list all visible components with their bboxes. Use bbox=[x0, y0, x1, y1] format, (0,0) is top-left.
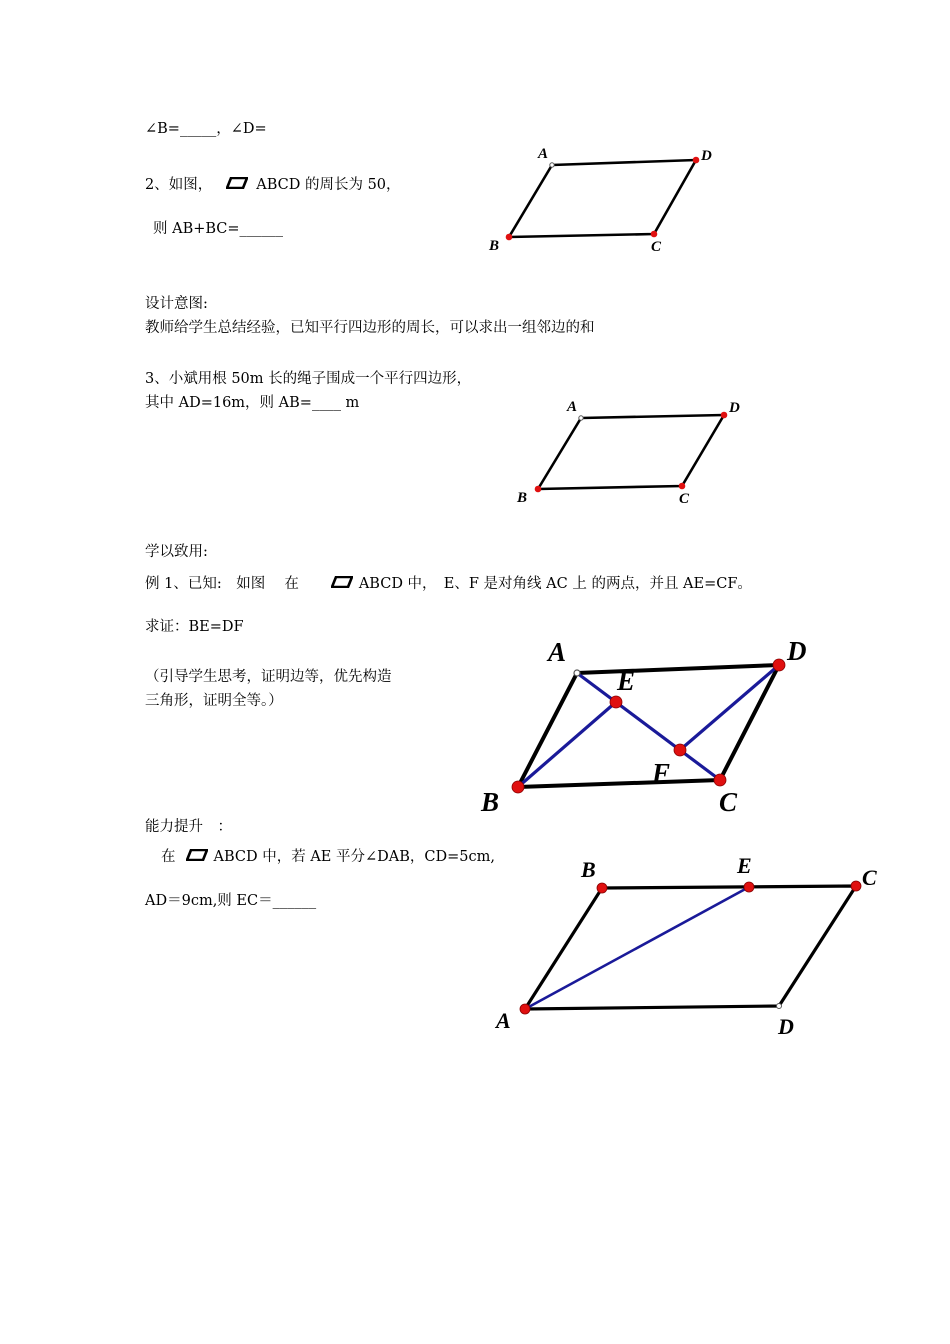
fig2-label-a: A bbox=[567, 399, 578, 415]
fig1-label-c: C bbox=[651, 239, 662, 255]
apply-heading: 学以致用: bbox=[145, 544, 208, 560]
fig1-label-a: A bbox=[538, 146, 549, 162]
q2-prefix: 2、如图， bbox=[145, 177, 213, 193]
ability-body: ABCD 中，若 AE 平分∠DAB，CD=5cm, bbox=[213, 849, 495, 865]
fig3-label-e: E bbox=[617, 666, 636, 696]
fig4-label-b: B bbox=[581, 857, 596, 882]
q3-line1: 3、小斌用根 50m 长的绳子围成一个平行四边形， bbox=[145, 371, 472, 387]
fig4-parallelogram bbox=[525, 886, 856, 1009]
fig4-label-d: D bbox=[778, 1014, 794, 1039]
fig4-point-a bbox=[520, 1004, 530, 1014]
q2-body: ABCD 的周长为 50， bbox=[256, 177, 401, 193]
fig3-label-d: D bbox=[787, 636, 807, 666]
example-body: ABCD 中， E、F 是对角线 AC 上 的两点，并且 AE=CF。 bbox=[358, 576, 752, 592]
fig4-label-c: C bbox=[862, 865, 877, 890]
fig4-label-a: A bbox=[496, 1008, 511, 1033]
fig3-label-a: A bbox=[548, 637, 567, 667]
design-heading: 设计意图: bbox=[145, 296, 208, 312]
fig4-bisector-ae bbox=[525, 887, 749, 1009]
prove-statement: 求证：BE=DF bbox=[145, 619, 244, 635]
fig4-point-b bbox=[597, 883, 607, 893]
fig2-label-c: C bbox=[679, 491, 690, 507]
fig3-label-c: C bbox=[719, 787, 738, 817]
ability-line2: AD＝9cm,则 EC＝______ bbox=[145, 893, 317, 909]
fig4-point-e bbox=[744, 882, 754, 892]
hint-line1: （引导学生思考，证明边等，优先构造 bbox=[145, 669, 392, 685]
fig3-label-b: B bbox=[481, 787, 500, 817]
fig4-point-d bbox=[777, 1004, 782, 1009]
fig1-label-d: D bbox=[701, 148, 712, 164]
ability-heading: 能力提升 ： bbox=[145, 819, 232, 835]
hint-line2: 三角形，证明全等。） bbox=[145, 693, 283, 709]
fig2-label-d: D bbox=[729, 400, 740, 416]
design-text: 教师给学生总结经验，已知平行四边形的周长，可以求出一组邻边的和 bbox=[145, 320, 595, 336]
fig1-label-b: B bbox=[489, 238, 500, 254]
fig3-label-f: F bbox=[652, 758, 671, 788]
fig2-label-b: B bbox=[517, 490, 528, 506]
ability-prefix: 在 bbox=[161, 849, 176, 865]
q3-line2: 其中 AD=16m，则 AB=____ m bbox=[145, 395, 360, 411]
example-prefix: 例 1、已知: 如图 在 bbox=[145, 576, 299, 592]
q1-angles: ∠B=_____，∠D= bbox=[145, 121, 267, 137]
fig4-label-e: E bbox=[737, 853, 752, 878]
fig4-point-c bbox=[851, 881, 861, 891]
q2-ask: 则 AB+BC=______ bbox=[153, 221, 284, 237]
